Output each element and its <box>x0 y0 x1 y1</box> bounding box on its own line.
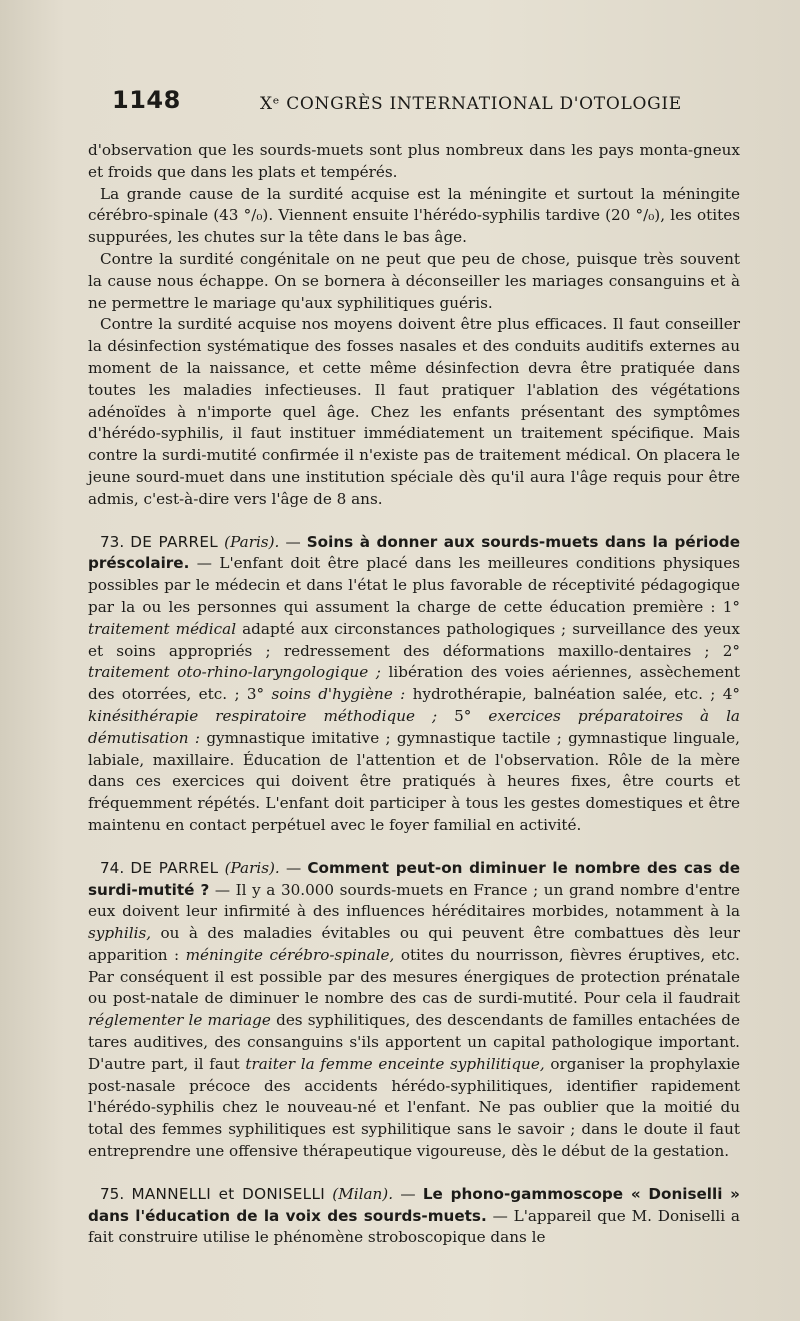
title-separator: — <box>279 532 307 551</box>
entry-emphasis: exercices préparatoires à la démutisation : <box>88 706 740 747</box>
entry-text: libération des voies aériennes, assèchement des otorrées, etc. ; 3° <box>88 663 740 704</box>
page-body <box>88 140 740 1249</box>
entry-number: 75. <box>100 1184 125 1203</box>
author-place: (Paris). <box>224 532 280 551</box>
intro-paragraph-4: Contre la surdité acquise nos moyens doivent être plus efficaces. Il faut conseiller la désinfection systématique des fosses nasales et des conduits auditifs externes au moment de la naissance, et cette même désinfection devra être pratiquée dans toutes les maladies infectieuses. Il faut pratiquer l'ablation des végétations adénoïdes à n'importe quel âge. Chez les enfants présentant des symptômes d'hérédo-syphilis, il faut instituer immédiatement un traitement spécifique. Mais contre la surdi-mutité confirmée il n'existe pas de traitement médical. On placera le jeune sourd-muet dans une institution spéciale dès qu'il aura l'âge requis pour être admis, c'est-à-dire vers l'âge de 8 ans. <box>88 315 740 508</box>
entry-title: Le phono-gammoscope « Doniselli » dans l'éducation de la voix des sourds-muets. <box>88 1184 740 1225</box>
entry-text: des syphilitiques, des descendants de familles entachées de tares auditives, des consanguins s'ils apportent un capital pathologique important. D'autre part, il faut <box>88 1011 740 1073</box>
abstract-75 <box>88 1184 740 1249</box>
entry-text: adapté aux circonstances pathologiques ; surveillance des yeux et soins appropriés ; redressement des déformations maxillo-dentaires ; 2° <box>88 619 740 660</box>
page-number: 1148 <box>112 86 181 114</box>
running-title: Xᵉ CONGRÈS INTERNATIONAL D'OTOLOGIE <box>260 94 682 114</box>
entry-text: — Il y a 30.000 sourds-muets en France ; un grand nombre d'entre eux doivent leur infirmité à des influences héréditaires morbides, notamment à la <box>88 880 740 921</box>
entry-emphasis: kinésithérapie respiratoire méthodique ; <box>88 706 438 725</box>
entry-text: — L'appareil que M. Doniselli a fait construire utilise le phénomène stroboscopique dans le <box>88 1206 740 1247</box>
title-separator: — <box>393 1184 423 1203</box>
entry-emphasis: traitement oto-rhino-laryngologique ; <box>88 663 381 682</box>
entry-emphasis: méningite cérébro-spinale, <box>185 945 395 964</box>
entry-text: ou à des maladies évitables ou qui peuvent être combattues dès leur apparition : <box>88 924 740 964</box>
author-place: (Milan). <box>332 1184 394 1203</box>
title-separator: — <box>279 858 308 877</box>
entry-text: gymnastique imitative ; gymnastique tactile ; gymnastique linguale, labiale, maxillaire. Éducation de l'attention et de l'observation. Rôle de la mère dans ces exercices qui doivent être pratiqués à heures fixes, être courts et fréquemment répétés. L'enfant doit participer à tous les gestes domestiques et être maintenu en contact perpétuel avec le foyer familial en activité. <box>88 728 740 834</box>
entry-text: 5° <box>437 706 489 725</box>
entry-number: 74. <box>100 858 125 877</box>
entry-text: organiser la prophylaxie post-nasale précoce des accidents hérédo-syphilitiques, identifier rapidement l'hérédo-syphilis chez le nouveau-né et l'enfant. Ne pas oublier que la moitié du total des femmes syphilitiques est syphilitique sans le savoir ; dans le doute il faut entreprendre une offensive thérapeutique vigoureuse, dès le début de la gestation. <box>88 1054 740 1161</box>
entry-emphasis: traiter la femme enceinte syphilitique, <box>245 1054 545 1073</box>
author-place: (Paris). <box>224 858 280 877</box>
author-name: DE PARREL <box>130 532 219 551</box>
author-name: MANNELLI et DONISELLI <box>131 1184 325 1203</box>
intro-paragraph-2: La grande cause de la surdité acquise est la méningite et surtout la méningite cérébro-spinale (43 °/₀). Viennent ensuite l'hérédo-syphilis tardive (20 °/₀), les otites suppurées, les chutes sur la tête dans le bas âge. <box>88 184 740 247</box>
intro-paragraph-1: d'observation que les sourds-muets sont plus nombreux dans les pays monta-gneux et froids que dans les plats et tempérés. <box>88 141 740 181</box>
entry-emphasis: réglementer le mariage <box>88 1011 271 1030</box>
abstract-73 <box>88 532 740 837</box>
entry-text: — L'enfant doit être placé dans les meilleures conditions physiques possibles par le médecin et dans l'état le plus favorable de réceptivité pédagogique par la ou les personnes qui assument la charge de cette éducation première : 1° <box>88 554 740 616</box>
entry-emphasis: traitement médical <box>88 619 237 638</box>
entry-emphasis: syphilis, <box>88 924 152 943</box>
intro-paragraph-3: Contre la surdité congénitale on ne peut que peu de chose, puisque très souvent la cause nous échappe. On se bornera à déconseiller les mariages consanguins et à ne permettre le mariage qu'aux syphilitiques guéris. <box>88 249 740 312</box>
entry-text: hydrothérapie, balnéation salée, etc. ; 4° <box>405 685 741 704</box>
entry-title: Soins à donner aux sourds-muets dans la période préscolaire. <box>88 532 740 573</box>
entry-number: 73. <box>100 532 125 551</box>
entry-text: otites du nourrisson, fièvres éruptives, etc. Par conséquent il est possible par des mesures énergiques de protection prénatale ou post-natale de diminuer le nombre des cas de surdi-mutité. Pour cela il faudrait <box>88 945 740 1008</box>
page-header <box>112 86 738 122</box>
author-name: DE PARREL <box>130 858 219 877</box>
entry-emphasis: soins d'hygiène : <box>271 685 406 704</box>
entry-title: Comment peut-on diminuer le nombre des cas de surdi-mutité ? <box>88 858 741 899</box>
abstract-74 <box>88 858 740 1163</box>
